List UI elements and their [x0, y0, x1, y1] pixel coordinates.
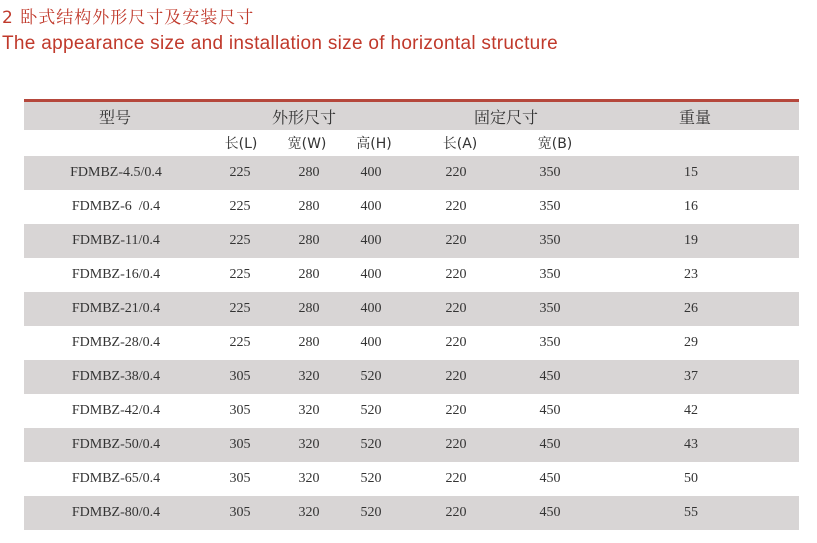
table-row: [24, 258, 799, 292]
cell-B: 350: [539, 165, 561, 180]
cell-A: 220: [445, 165, 467, 180]
cell-W: 280: [298, 335, 320, 350]
cell-L: 225: [229, 233, 251, 248]
cell-L: 305: [229, 403, 251, 418]
cell-model: FDMBZ-6 /0.4: [71, 199, 161, 214]
cell-model: FDMBZ-42/0.4: [71, 403, 161, 418]
cell-H: 400: [360, 335, 382, 350]
cell-W: 320: [298, 505, 320, 520]
cell-A: 220: [445, 301, 467, 316]
cell-L: 225: [229, 165, 251, 180]
cell-weight: 15: [684, 165, 698, 180]
cell-L: 305: [229, 437, 251, 452]
cell-W: 320: [298, 471, 320, 486]
cell-H: 520: [360, 369, 382, 384]
cell-B: 350: [539, 301, 561, 316]
header-height-h: 高(H): [356, 136, 392, 152]
cell-model: FDMBZ-16/0.4: [71, 267, 161, 282]
cell-A: 220: [445, 471, 467, 486]
cell-A: 220: [445, 199, 467, 214]
table-row: [24, 190, 799, 224]
cell-B: 350: [539, 267, 561, 282]
cell-weight: 43: [684, 437, 698, 452]
cell-H: 520: [360, 403, 382, 418]
header-width-w: 宽(W): [287, 136, 327, 152]
header-weight: 重量: [678, 108, 712, 127]
cell-weight: 26: [684, 301, 698, 316]
cell-A: 220: [445, 403, 467, 418]
table-row: [24, 224, 799, 258]
header-width-b: 宽(B): [537, 136, 573, 152]
cell-W: 280: [298, 267, 320, 282]
cell-weight: 16: [684, 199, 698, 214]
page-title-chinese: 2 卧式结构外形尺寸及安装尺寸: [2, 8, 255, 28]
cell-W: 320: [298, 437, 320, 452]
cell-H: 520: [360, 505, 382, 520]
cell-W: 280: [298, 199, 320, 214]
cell-weight: 19: [684, 233, 698, 248]
cell-weight: 42: [684, 403, 698, 418]
cell-L: 305: [229, 471, 251, 486]
cell-model: FDMBZ-21/0.4: [71, 301, 161, 316]
cell-A: 220: [445, 233, 467, 248]
page-title-english: The appearance size and installation size of horizontal structure: [2, 33, 559, 54]
cell-B: 450: [539, 505, 561, 520]
cell-L: 225: [229, 199, 251, 214]
cell-A: 220: [445, 369, 467, 384]
header-model: 型号: [98, 108, 132, 127]
cell-model: FDMBZ-65/0.4: [71, 471, 161, 486]
cell-model: FDMBZ-11/0.4: [72, 233, 160, 248]
cell-model: FDMBZ-38/0.4: [71, 369, 161, 384]
cell-model: FDMBZ-80/0.4: [71, 505, 161, 520]
table-body: [24, 156, 799, 530]
table-row: [24, 496, 799, 530]
cell-model: FDMBZ-4.5/0.4: [70, 165, 162, 180]
cell-L: 225: [229, 267, 251, 282]
cell-H: 520: [360, 437, 382, 452]
cell-B: 450: [539, 471, 561, 486]
cell-model: FDMBZ-28/0.4: [71, 335, 161, 350]
cell-weight: 23: [684, 267, 698, 282]
cell-A: 220: [445, 437, 467, 452]
cell-W: 280: [298, 301, 320, 316]
cell-B: 450: [539, 403, 561, 418]
cell-weight: 37: [684, 369, 698, 384]
cell-weight: 29: [684, 335, 698, 350]
cell-W: 280: [298, 165, 320, 180]
cell-B: 450: [539, 369, 561, 384]
cell-B: 350: [539, 335, 561, 350]
table-row: [24, 360, 799, 394]
cell-W: 320: [298, 369, 320, 384]
cell-L: 305: [229, 505, 251, 520]
cell-H: 400: [360, 233, 382, 248]
cell-L: 305: [229, 369, 251, 384]
table-row: [24, 428, 799, 462]
header-outline-size: 外形尺寸: [271, 108, 337, 127]
table-row: [24, 394, 799, 428]
table-row: [24, 462, 799, 496]
cell-weight: 50: [684, 471, 698, 486]
cell-H: 400: [360, 267, 382, 282]
cell-L: 225: [229, 335, 251, 350]
table-row: [24, 326, 799, 360]
cell-H: 520: [360, 471, 382, 486]
cell-model: FDMBZ-50/0.4: [71, 437, 161, 452]
cell-B: 450: [539, 437, 561, 452]
header-length-a: 长(A): [442, 136, 478, 152]
cell-weight: 55: [684, 505, 698, 520]
cell-B: 350: [539, 233, 561, 248]
cell-B: 350: [539, 199, 561, 214]
dimension-table: [24, 99, 799, 530]
cell-A: 220: [445, 267, 467, 282]
cell-H: 400: [360, 165, 382, 180]
cell-W: 320: [298, 403, 320, 418]
table-row: [24, 292, 799, 326]
table-row: [24, 156, 799, 190]
cell-A: 220: [445, 335, 467, 350]
header-length-l: 长(L): [224, 136, 258, 152]
cell-W: 280: [298, 233, 320, 248]
cell-L: 225: [229, 301, 251, 316]
table-header: [24, 102, 799, 156]
cell-A: 220: [445, 505, 467, 520]
header-mounting-size: 固定尺寸: [473, 108, 539, 127]
cell-H: 400: [360, 301, 382, 316]
cell-H: 400: [360, 199, 382, 214]
